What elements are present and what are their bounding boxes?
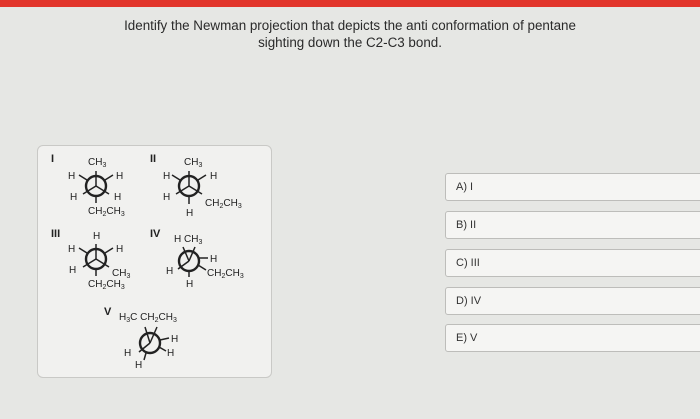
substituent-label: H	[69, 265, 77, 276]
projection-label: II	[150, 153, 157, 165]
substituent-label: $CH_2CH_3$	[207, 268, 244, 280]
substituent-label: H	[163, 192, 171, 203]
substituent-label: H	[116, 171, 124, 182]
substituent-label: H	[135, 360, 143, 371]
projection-I	[51, 153, 125, 218]
top-accent-bar	[0, 0, 700, 7]
substituent-label: H	[210, 171, 218, 182]
projection-V	[104, 306, 178, 371]
substituent-label: H	[166, 266, 174, 277]
projection-IV	[150, 228, 244, 290]
projection-label: III	[51, 228, 61, 240]
newman-projections-figure	[37, 145, 272, 378]
substituent-label: $CH_2CH_3$	[88, 279, 125, 291]
substituent-label: $H_3C$ $CH_2CH_3$	[119, 312, 177, 324]
option-e[interactable]: E) V	[445, 324, 700, 352]
substituent-label: $CH_3$	[112, 268, 131, 280]
substituent-label: H	[210, 254, 218, 265]
substituent-label: H	[186, 208, 194, 219]
substituent-label: H	[171, 334, 179, 345]
substituent-label: H	[167, 348, 175, 359]
projection-label: I	[51, 153, 55, 165]
projection-label: V	[104, 306, 112, 318]
option-d[interactable]: D) IV	[445, 287, 700, 315]
substituent-label: H	[68, 244, 76, 255]
question-line-1: Identify the Newman projection that depicts the anti conformation of pentane	[124, 18, 576, 33]
substituent-label: $CH_2CH_3$	[205, 198, 242, 210]
substituent-label: H	[68, 171, 76, 182]
substituent-label: H	[163, 171, 171, 182]
question-text	[90, 17, 610, 51]
substituent-label: H $CH_3$	[174, 234, 203, 246]
option-a[interactable]: A) I	[445, 173, 700, 201]
substituent-label: H	[70, 192, 78, 203]
question-line-2: sighting down the C2-C3 bond.	[258, 35, 442, 50]
projection-label: IV	[150, 228, 161, 240]
substituent-label: $CH_3$	[88, 157, 107, 169]
substituent-label: H	[116, 244, 124, 255]
newman-projections-svg	[38, 146, 271, 377]
option-b[interactable]: B) II	[445, 211, 700, 239]
substituent-label: $CH_3$	[184, 157, 203, 169]
projection-II	[150, 153, 242, 219]
substituent-label: H	[114, 192, 122, 203]
substituent-label: H	[124, 348, 132, 359]
option-c[interactable]: C) III	[445, 249, 700, 277]
substituent-label: H	[186, 279, 194, 290]
projection-III	[51, 228, 130, 291]
substituent-label: $CH_2CH_3$	[88, 206, 125, 218]
substituent-label: H	[93, 231, 101, 242]
